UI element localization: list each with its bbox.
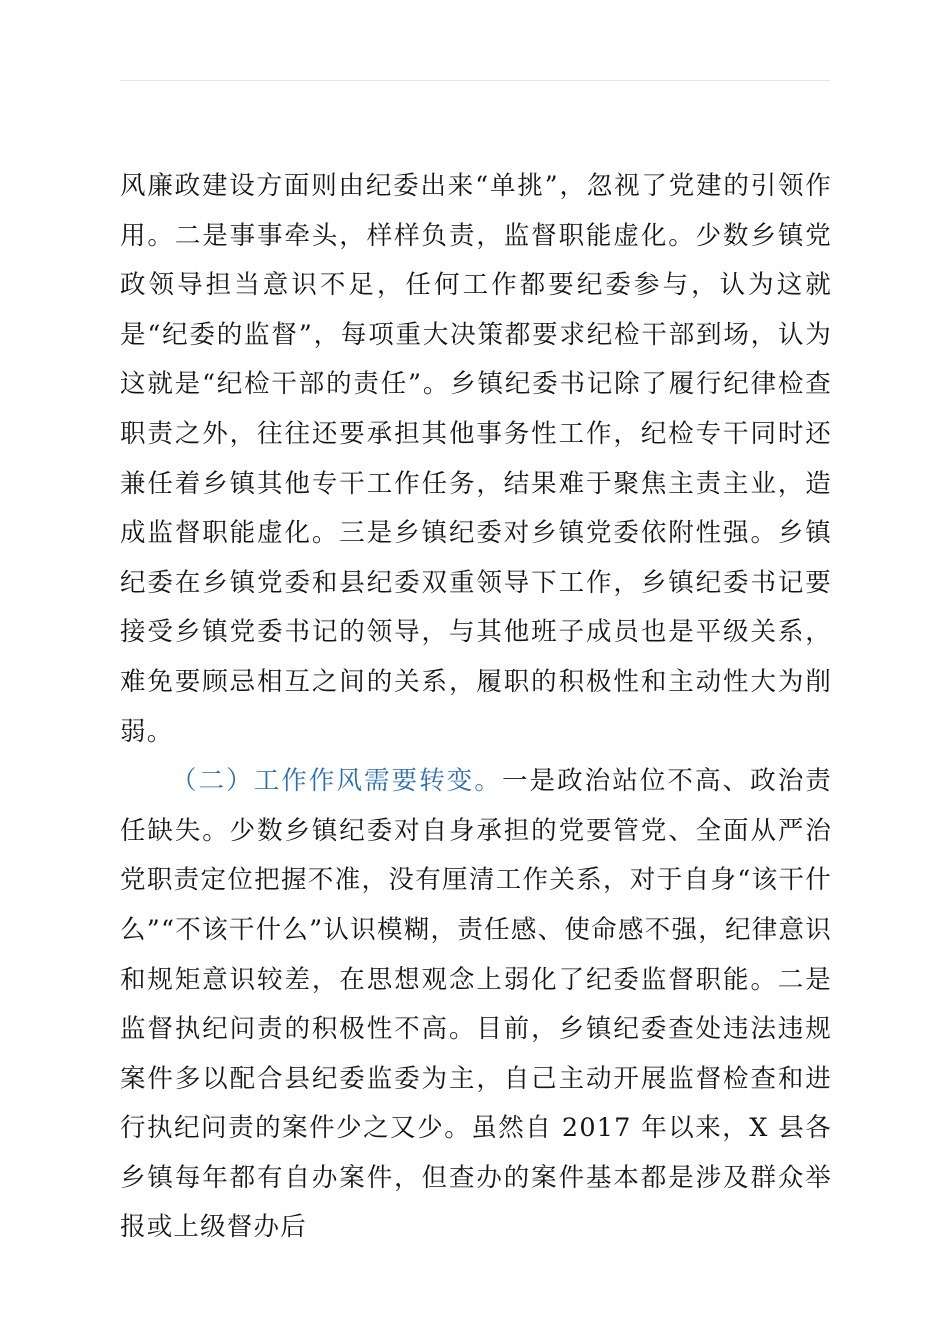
page-top-rule	[120, 80, 830, 81]
section-heading: （二）工作作风需要转变。	[171, 766, 502, 797]
paragraph-text: 一是政治站位不高、政治责任缺失。少数乡镇纪委对自身承担的党要管党、全面从严治党职责定位把握不准，没有厘清工作关系，对于自身“该干什么”“不该干什么”认识模糊，责任感、使命感不强，纪律意识和规矩意识较差，在思想观念上弱化了纪委监督职能。二是监督执纪问责的积极性不高。目前，乡镇纪委查处违法违规案件多以配合县纪委监委为主，自己主动开展监督检查和进行执纪问责的案件少之又少。虽然自 2017 年以来，X 县各乡镇每年都有自办案件，但查办的案件基本都是涉及群众举报或上级督办后	[120, 766, 832, 1243]
paragraph-section-two	[120, 757, 832, 1253]
document-body	[120, 162, 832, 1253]
paragraph-text: 风廉政建设方面则由纪委出来“单挑”，忽视了党建的引领作用。二是事事牵头，样样负责，监督职能虚化。少数乡镇党政领导担当意识不足，任何工作都要纪委参与，认为这就是“纪委的监督”，每项重大决策都要求纪检干部到场，认为这就是“纪检干部的责任”。乡镇纪委书记除了履行纪律检查职责之外，往往还要承担其他事务性工作，纪检专干同时还兼任着乡镇其他专干工作任务，结果难于聚焦主责主业，造成监督职能虚化。三是乡镇纪委对乡镇党委依附性强。乡镇纪委在乡镇党委和县纪委双重领导下工作，乡镇纪委书记要接受乡镇党委书记的领导，与其他班子成员也是平级关系，难免要顾忌相互之间的关系，履职的积极性和主动性大为削弱。	[120, 171, 832, 747]
paragraph-continuation	[120, 162, 832, 757]
